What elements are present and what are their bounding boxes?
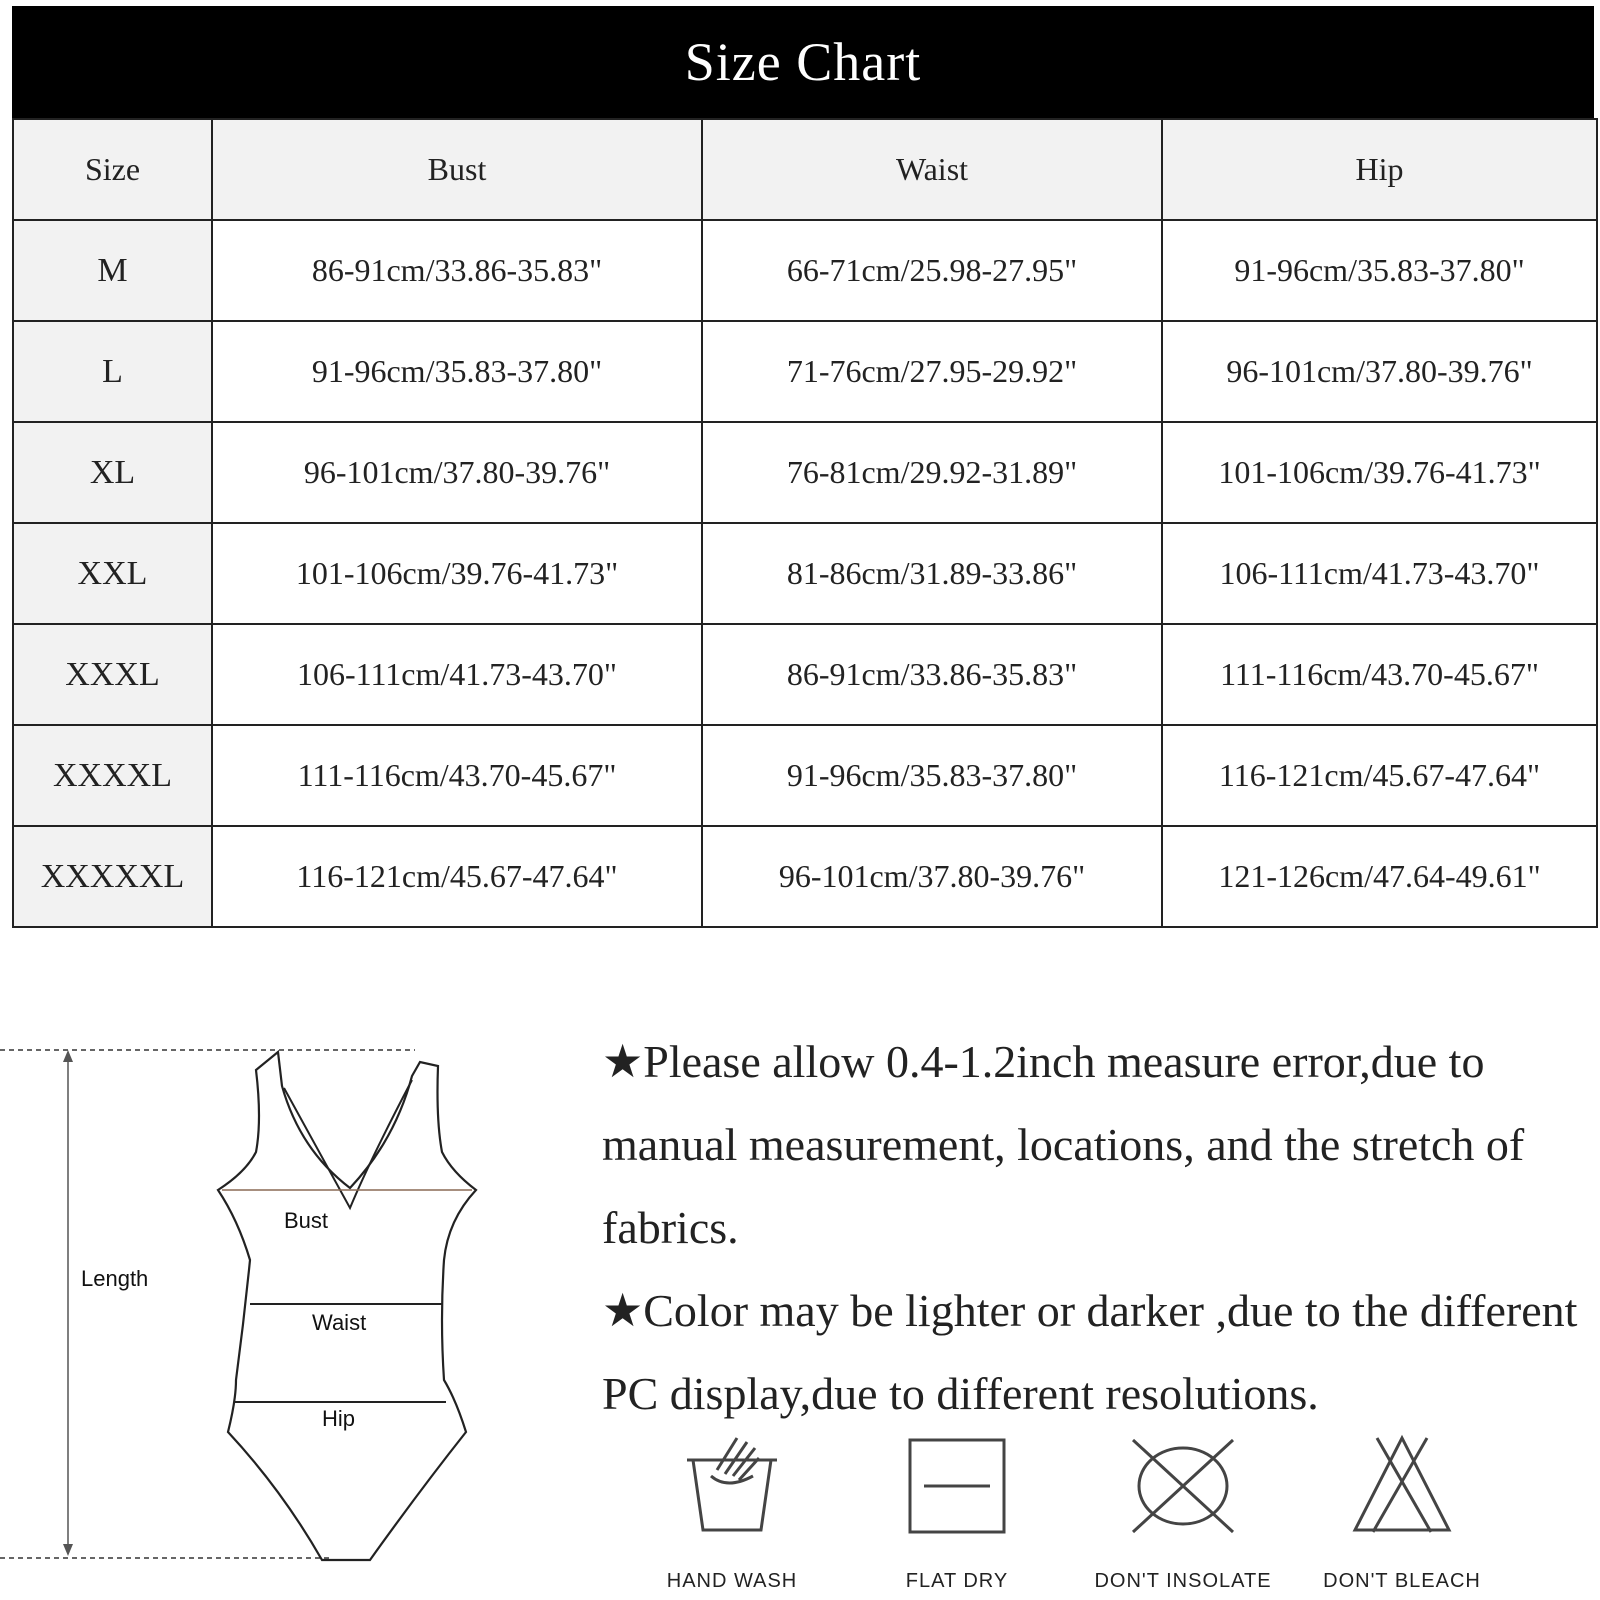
header-hip: Hip	[1162, 119, 1597, 220]
care-label: FLAT DRY	[905, 1570, 1009, 1592]
waist-label: Waist	[312, 1310, 367, 1335]
waist-cell: 71-76cm/27.95-29.92"	[702, 321, 1162, 422]
waist-cell: 91-96cm/35.83-37.80"	[702, 725, 1162, 826]
note-measure-error: ★Please allow 0.4-1.2inch measure error,due to manual measurement, locations, and the stretch of fabrics.	[602, 1036, 1525, 1253]
hip-cell: 96-101cm/37.80-39.76"	[1162, 321, 1597, 422]
bust-label: Bust	[284, 1208, 329, 1233]
measurement-diagram	[0, 1040, 480, 1580]
hip-cell: 106-111cm/41.73-43.70"	[1162, 523, 1597, 624]
size-cell: XXL	[13, 523, 212, 624]
waist-cell: 86-91cm/33.86-35.83"	[702, 624, 1162, 725]
bust-cell: 96-101cm/37.80-39.76"	[212, 422, 702, 523]
bust-cell: 116-121cm/45.67-47.64"	[212, 826, 702, 927]
table-row	[13, 725, 1597, 826]
bust-cell: 101-106cm/39.76-41.73"	[212, 523, 702, 624]
bust-cell: 111-116cm/43.70-45.67"	[212, 725, 702, 826]
table-row	[13, 826, 1597, 927]
size-cell: L	[13, 321, 212, 422]
flat-dry-icon	[902, 1430, 1012, 1540]
bust-cell: 91-96cm/35.83-37.80"	[212, 321, 702, 422]
length-label: Length	[81, 1266, 149, 1291]
table-row	[13, 523, 1597, 624]
table-row	[13, 422, 1597, 523]
care-item	[1302, 1430, 1502, 1593]
table-row	[13, 220, 1597, 321]
hip-cell: 91-96cm/35.83-37.80"	[1162, 220, 1597, 321]
waist-cell: 76-81cm/29.92-31.89"	[702, 422, 1162, 523]
size-table	[12, 118, 1598, 928]
notes	[602, 1020, 1582, 1435]
care-label: DON'T INSOLATE	[1094, 1570, 1272, 1592]
size-cell: XXXXXL	[13, 826, 212, 927]
waist-cell: 66-71cm/25.98-27.95"	[702, 220, 1162, 321]
size-cell: XXXXL	[13, 725, 212, 826]
header-bust: Bust	[212, 119, 702, 220]
page-title: Size Chart	[12, 6, 1594, 118]
care-item	[857, 1430, 1057, 1593]
header-waist: Waist	[702, 119, 1162, 220]
size-cell: M	[13, 220, 212, 321]
waist-cell: 96-101cm/37.80-39.76"	[702, 826, 1162, 927]
hip-label: Hip	[322, 1406, 356, 1431]
bust-cell: 106-111cm/41.73-43.70"	[212, 624, 702, 725]
bust-cell: 86-91cm/33.86-35.83"	[212, 220, 702, 321]
table-header-row	[13, 119, 1597, 220]
do-not-tumble-dry-icon	[1123, 1430, 1243, 1540]
hand-wash-icon	[667, 1430, 797, 1540]
care-label: HAND WASH	[666, 1570, 798, 1592]
care-item	[1083, 1430, 1283, 1593]
do-not-bleach-icon	[1347, 1430, 1457, 1540]
waist-cell: 81-86cm/31.89-33.86"	[702, 523, 1162, 624]
bodysuit-outline-icon	[0, 1040, 480, 1580]
note-color-difference: ★Color may be lighter or darker ,due to the different PC display,due to different resolutions.	[602, 1285, 1578, 1419]
size-cell: XXXL	[13, 624, 212, 725]
size-cell: XL	[13, 422, 212, 523]
hip-cell: 116-121cm/45.67-47.64"	[1162, 725, 1597, 826]
care-item	[632, 1430, 832, 1593]
table-row	[13, 624, 1597, 725]
hip-cell: 111-116cm/43.70-45.67"	[1162, 624, 1597, 725]
hip-cell: 101-106cm/39.76-41.73"	[1162, 422, 1597, 523]
care-label: DON'T BLEACH	[1323, 1570, 1481, 1592]
header-size: Size	[13, 119, 212, 220]
table-row	[13, 321, 1597, 422]
hip-cell: 121-126cm/47.64-49.61"	[1162, 826, 1597, 927]
